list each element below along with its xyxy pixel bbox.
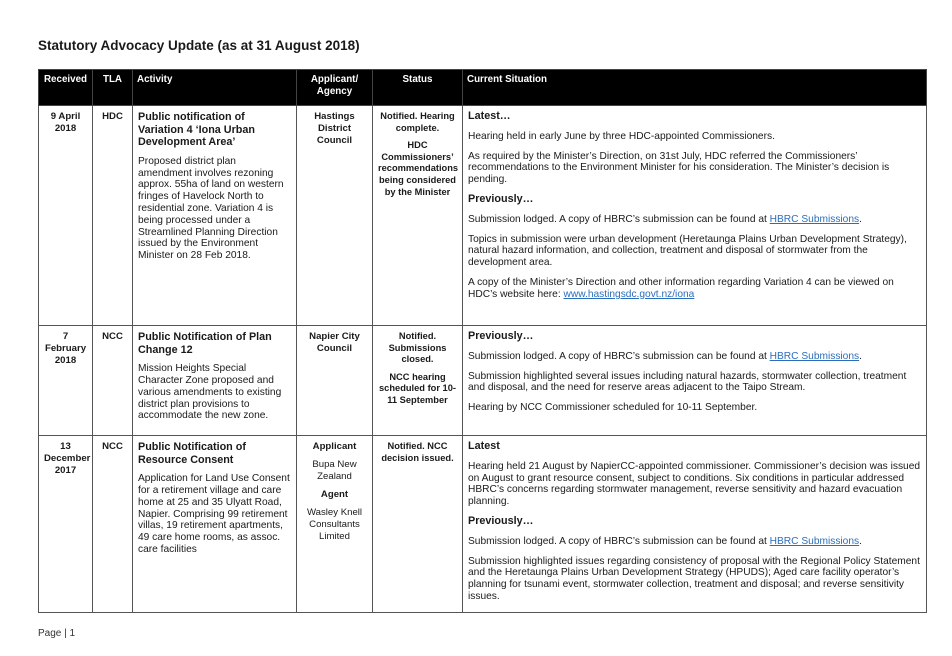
status-cell — [373, 436, 463, 613]
activity-description: Application for Land Use Consent for a retirement village and care home at 25 and 35 Ulyatt Road, Napier. Comprising 99 retirement villas, 19 retirement apartments, 49 care home rooms, as assoc. care facilities — [138, 473, 290, 555]
current-situation-cell — [463, 106, 927, 326]
status-cell — [373, 326, 463, 436]
col-header-current: Current Situation — [463, 70, 927, 106]
situation-paragraph: Submission lodged. A copy of HBRC’s submission can be found at HBRC Submissions. — [468, 535, 862, 547]
activity-title: Public Notification of Plan Change 12 — [138, 331, 272, 356]
document-title: Statutory Advocacy Update (as at 31 August 2018) — [38, 38, 360, 53]
activity-title: Public notification of Variation 4 ‘Iona Urban Development Area’ — [138, 111, 255, 149]
situation-paragraph: Submission highlighted several issues including natural hazards, stormwater collection, treatment and disposal, and the need for reserve areas adjacent to the Taipo Stream. — [468, 370, 907, 394]
received-date: 9 April 2018 — [39, 106, 93, 326]
applicant-cell: Napier City Council — [297, 326, 373, 436]
situation-paragraph: Hearing held in early June by three HDC-appointed Commissioners. — [468, 130, 775, 142]
page-number: Page | 1 — [38, 628, 76, 639]
hastingsdc-iona-link[interactable]: www.hastingsdc.govt.nz/iona — [563, 288, 695, 300]
agent-label: Agent — [320, 489, 349, 500]
col-header-tla: TLA — [93, 70, 133, 106]
latest-heading: Latest — [468, 440, 500, 452]
activity-description: Proposed district plan amendment involves rezoning approx. 55ha of land on western fringes of Havelock North to residential zone. Variation 4 is being processed under a Streamlined Planning Direction issued by the Environment Minister on 28 Feb 2018. — [138, 155, 284, 262]
activity-cell — [133, 106, 297, 326]
col-header-activity: Activity — [133, 70, 297, 106]
tla-cell: HDC — [93, 106, 133, 326]
status-detail: NCC hearing scheduled for 10-11 September — [379, 371, 456, 405]
received-date: 13 December 2017 — [39, 436, 93, 613]
col-header-applicant: Applicant/ Agency — [297, 70, 373, 106]
applicant-label: Applicant — [312, 441, 357, 452]
activity-cell — [133, 436, 297, 613]
status-text: Notified. Hearing complete. — [380, 111, 455, 133]
applicant-cell — [297, 436, 373, 613]
situation-paragraph: Submission lodged. A copy of HBRC’s submission can be found at HBRC Submissions. — [468, 350, 862, 362]
table-header-row — [39, 70, 927, 106]
current-situation-cell — [463, 436, 927, 613]
current-situation-cell — [463, 326, 927, 436]
col-header-received: Received — [39, 70, 93, 106]
applicant-name: Bupa New Zealand — [312, 459, 357, 482]
activity-cell — [133, 326, 297, 436]
latest-heading: Latest… — [468, 110, 511, 122]
table-row — [39, 436, 927, 613]
status-detail: HDC Commissioners’ recommendations being considered by the Minister — [378, 140, 459, 197]
activity-title: Public Notification of Resource Consent — [138, 441, 246, 466]
situation-paragraph: Submission lodged. A copy of HBRC’s submission can be found at HBRC Submissions. — [468, 213, 862, 225]
previously-heading: Previously… — [468, 192, 534, 205]
hbrc-submissions-link[interactable]: HBRC Submissions — [769, 213, 860, 225]
situation-paragraph: A copy of the Minister’s Direction and other information regarding Variation 4 can be viewed on HDC’s website here: www.hastingsdc.govt.nz/iona — [468, 276, 894, 300]
applicant-cell: Hastings District Council — [297, 106, 373, 326]
advocacy-table — [38, 69, 927, 613]
received-date: 7 February 2018 — [39, 326, 93, 436]
hbrc-submissions-link[interactable]: HBRC Submissions — [769, 350, 860, 362]
hbrc-submissions-link[interactable]: HBRC Submissions — [769, 535, 860, 547]
situation-paragraph: As required by the Minister’s Direction, on 31st July, HDC referred the Commissioners’ recommendations to the Environment Minister for his consideration. The Minister’s decision is pending. — [468, 150, 890, 186]
col-header-status: Status — [373, 70, 463, 106]
situation-paragraph: Topics in submission were urban development (Heretaunga Plains Urban Development Strategy), natural hazard information, and collection, treatment and disposal of stormwater from the development area. — [468, 233, 907, 269]
previously-heading: Previously… — [468, 514, 534, 527]
activity-description: Mission Heights Special Character Zone proposed and various amendments to existing district plan provisions to accommodate the new zone. — [138, 363, 282, 422]
agent-name: Wasley Knell Consultants Limited — [306, 507, 363, 542]
status-cell — [373, 106, 463, 326]
tla-cell: NCC — [93, 436, 133, 613]
table-row — [39, 326, 927, 436]
situation-paragraph: Hearing by NCC Commissioner scheduled for 10-11 September. — [468, 402, 758, 414]
situation-paragraph: Hearing held 21 August by NapierCC-appointed commissioner. Commissioner’s decision was issued on August to grant resource consent, subject to conditions. Six conditions in particular addressed HBRC’s concerns regarding stormwater management, reverse sensitivity and hazard evacuation planning. — [468, 460, 921, 508]
status-text: Notified. Submissions closed. — [388, 331, 447, 365]
situation-paragraph: Submission highlighted issues regarding consistency of proposal with the Regional Policy Statement and the Heretaunga Plains Urban Development Strategy (HPUDS); Aged care facility operator’s planning for tsunami event, stormwater collection, treatment and disposal; and reverse sensitivity issues. — [468, 555, 920, 602]
previously-heading: Previously… — [468, 330, 534, 342]
tla-cell: NCC — [93, 326, 133, 436]
table-row — [39, 106, 927, 326]
status-text: Notified. NCC decision issued. — [381, 441, 454, 463]
